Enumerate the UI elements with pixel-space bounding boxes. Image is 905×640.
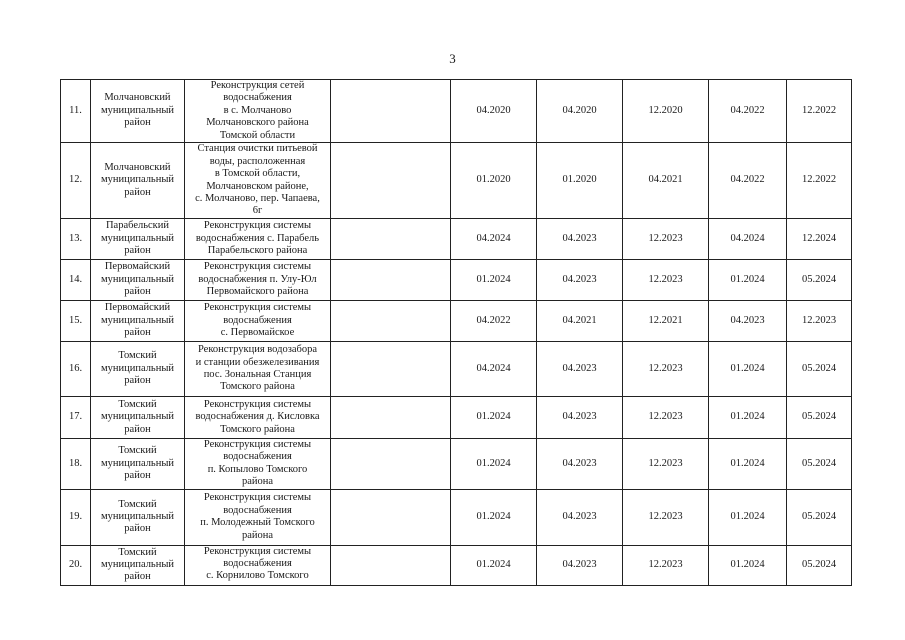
district-cell: Томский муниципальный район xyxy=(91,545,185,585)
date-cell: 05.2024 xyxy=(787,342,852,397)
date-cell: 04.2023 xyxy=(537,545,623,585)
empty-cell xyxy=(331,219,451,260)
row-number: 20. xyxy=(61,545,91,585)
row-number: 13. xyxy=(61,219,91,260)
date-cell: 01.2024 xyxy=(709,397,787,439)
date-cell: 04.2023 xyxy=(537,342,623,397)
district-cell: Молчановский муниципальный район xyxy=(91,143,185,219)
row-number: 18. xyxy=(61,439,91,490)
date-cell: 01.2024 xyxy=(709,489,787,545)
district-cell: Первомайский муниципальный район xyxy=(91,301,185,342)
date-cell: 12.2023 xyxy=(623,219,709,260)
date-cell: 05.2024 xyxy=(787,260,852,301)
date-cell: 12.2021 xyxy=(623,301,709,342)
object-cell: Реконструкция системы водоснабжения с. Парабель Парабельского района xyxy=(185,219,331,260)
date-cell: 12.2023 xyxy=(623,260,709,301)
district-cell: Парабельский муниципальный район xyxy=(91,219,185,260)
date-cell: 12.2024 xyxy=(787,219,852,260)
table-row xyxy=(61,80,852,143)
date-cell: 04.2022 xyxy=(451,301,537,342)
table-row xyxy=(61,260,852,301)
object-cell: Реконструкция системы водоснабжения с. Первомайское xyxy=(185,301,331,342)
table-row xyxy=(61,489,852,545)
object-cell: Станция очистки питьевой воды, расположенная в Томской области, Молчановском районе, с. Молчаново, пер. Чапаева, 6г xyxy=(185,143,331,219)
date-cell: 01.2024 xyxy=(451,439,537,490)
table-row xyxy=(61,342,852,397)
row-number: 17. xyxy=(61,397,91,439)
table-body xyxy=(61,80,852,586)
date-cell: 12.2023 xyxy=(623,342,709,397)
date-cell: 01.2024 xyxy=(451,545,537,585)
object-cell: Реконструкция системы водоснабжения п. Улу-Юл Первомайского района xyxy=(185,260,331,301)
row-number: 11. xyxy=(61,80,91,143)
date-cell: 05.2024 xyxy=(787,489,852,545)
date-cell: 12.2023 xyxy=(623,545,709,585)
date-cell: 04.2024 xyxy=(451,342,537,397)
date-cell: 12.2022 xyxy=(787,80,852,143)
object-cell: Реконструкция системы водоснабжения п. Молодежный Томского района xyxy=(185,489,331,545)
row-number: 16. xyxy=(61,342,91,397)
empty-cell xyxy=(331,397,451,439)
district-cell: Томский муниципальный район xyxy=(91,397,185,439)
date-cell: 01.2024 xyxy=(451,260,537,301)
table-row xyxy=(61,439,852,490)
date-cell: 12.2022 xyxy=(787,143,852,219)
schedule-table xyxy=(60,79,852,586)
row-number: 14. xyxy=(61,260,91,301)
empty-cell xyxy=(331,301,451,342)
date-cell: 12.2020 xyxy=(623,80,709,143)
table-row xyxy=(61,545,852,585)
date-cell: 12.2023 xyxy=(623,397,709,439)
empty-cell xyxy=(331,80,451,143)
table-row xyxy=(61,219,852,260)
empty-cell xyxy=(331,439,451,490)
date-cell: 04.2022 xyxy=(709,80,787,143)
district-cell: Томский муниципальный район xyxy=(91,439,185,490)
date-cell: 01.2024 xyxy=(709,342,787,397)
date-cell: 04.2023 xyxy=(537,397,623,439)
table-row xyxy=(61,301,852,342)
date-cell: 04.2021 xyxy=(537,301,623,342)
table-row xyxy=(61,143,852,219)
row-number: 12. xyxy=(61,143,91,219)
district-cell: Молчановский муниципальный район xyxy=(91,80,185,143)
date-cell: 12.2023 xyxy=(787,301,852,342)
date-cell: 01.2020 xyxy=(451,143,537,219)
table-row xyxy=(61,397,852,439)
page-number: 3 xyxy=(449,51,456,66)
date-cell: 04.2023 xyxy=(537,260,623,301)
date-cell: 01.2024 xyxy=(709,260,787,301)
date-cell: 04.2020 xyxy=(451,80,537,143)
date-cell: 04.2023 xyxy=(709,301,787,342)
date-cell: 04.2024 xyxy=(451,219,537,260)
date-cell: 04.2024 xyxy=(709,219,787,260)
empty-cell xyxy=(331,143,451,219)
district-cell: Томский муниципальный район xyxy=(91,342,185,397)
date-cell: 12.2023 xyxy=(623,489,709,545)
empty-cell xyxy=(331,489,451,545)
date-cell: 05.2024 xyxy=(787,545,852,585)
date-cell: 01.2024 xyxy=(709,545,787,585)
date-cell: 04.2020 xyxy=(537,80,623,143)
date-cell: 12.2023 xyxy=(623,439,709,490)
date-cell: 04.2023 xyxy=(537,439,623,490)
date-cell: 01.2024 xyxy=(451,489,537,545)
empty-cell xyxy=(331,260,451,301)
date-cell: 05.2024 xyxy=(787,397,852,439)
object-cell: Реконструкция системы водоснабжения п. Копылово Томского района xyxy=(185,439,331,490)
date-cell: 04.2022 xyxy=(709,143,787,219)
row-number: 15. xyxy=(61,301,91,342)
date-cell: 05.2024 xyxy=(787,439,852,490)
date-cell: 04.2023 xyxy=(537,489,623,545)
empty-cell xyxy=(331,545,451,585)
date-cell: 01.2024 xyxy=(451,397,537,439)
object-cell: Реконструкция водозабора и станции обезжелезивания пос. Зональная Станция Томского района xyxy=(185,342,331,397)
district-cell: Томский муниципальный район xyxy=(91,489,185,545)
date-cell: 04.2021 xyxy=(623,143,709,219)
object-cell: Реконструкция системы водоснабжения д. Кисловка Томского района xyxy=(185,397,331,439)
date-cell: 04.2023 xyxy=(537,219,623,260)
object-cell: Реконструкция сетей водоснабжения в с. Молчаново Молчановского района Томской области xyxy=(185,80,331,143)
district-cell: Первомайский муниципальный район xyxy=(91,260,185,301)
date-cell: 01.2020 xyxy=(537,143,623,219)
object-cell: Реконструкция системы водоснабжения с. Корнилово Томского xyxy=(185,545,331,585)
date-cell: 01.2024 xyxy=(709,439,787,490)
empty-cell xyxy=(331,342,451,397)
row-number: 19. xyxy=(61,489,91,545)
